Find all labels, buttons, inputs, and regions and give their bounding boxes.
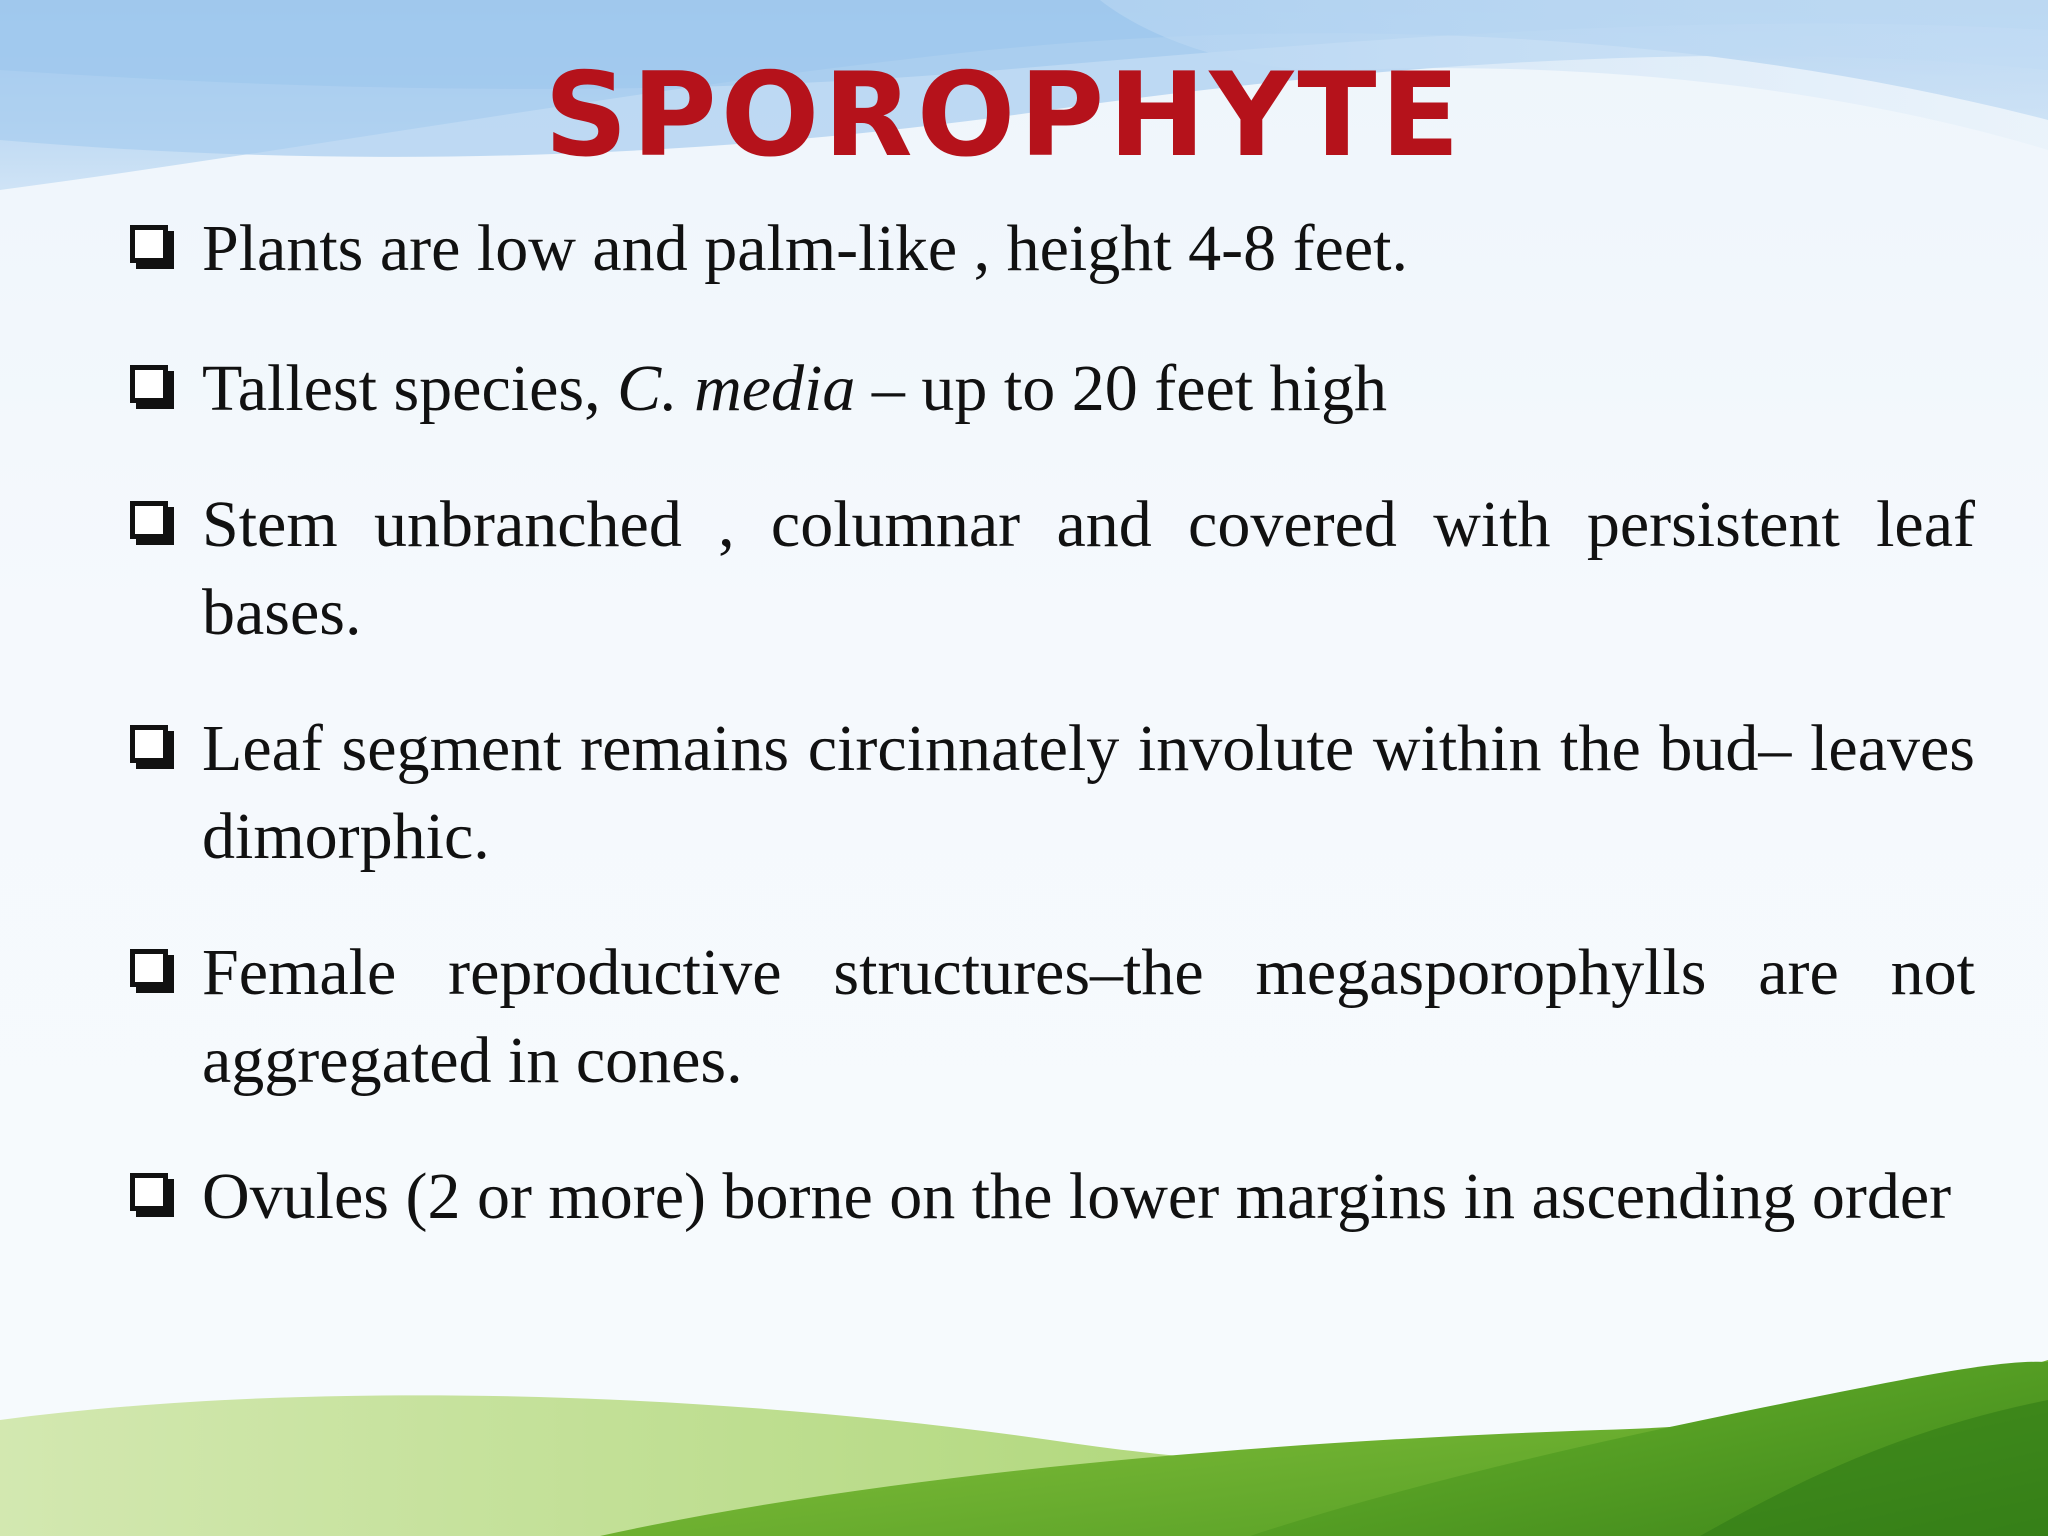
hollow-square-bullet-icon <box>130 501 174 545</box>
bullet-item <box>130 205 1975 293</box>
slide-title: SPOROPHYTE <box>544 48 1464 183</box>
bullet-text: Ovules (2 or more) borne on the lower margins in ascending order <box>202 1160 1952 1233</box>
bullet-text: Plants are low and palm-like , height 4-8 feet. <box>202 212 1408 285</box>
bullet-text: Female reproductive structures–the megasporophylls are not aggregated in cones. <box>202 936 1975 1097</box>
bullet-item <box>130 705 1975 881</box>
bullet-item <box>130 1153 1975 1241</box>
hollow-square-bullet-icon <box>130 225 174 269</box>
hollow-square-bullet-icon <box>130 949 174 993</box>
bullet-text-pre: Tallest species, <box>202 352 618 425</box>
bullet-text-species: C. media <box>617 352 856 425</box>
bullet-item <box>130 929 1975 1105</box>
bullet-text: Leaf segment remains circinnately involute within the bud– leaves dimorphic. <box>202 712 1975 873</box>
bullet-text: Stem unbranched , columnar and covered with persistent leaf bases. <box>202 488 1975 649</box>
hollow-square-bullet-icon <box>130 1173 174 1217</box>
bullet-item <box>130 481 1975 657</box>
hollow-square-bullet-icon <box>130 725 174 769</box>
bullet-item <box>130 345 1975 433</box>
bullet-list <box>130 205 1975 1241</box>
bullet-text-post: – up to 20 feet high <box>855 352 1387 425</box>
hollow-square-bullet-icon <box>130 365 174 409</box>
